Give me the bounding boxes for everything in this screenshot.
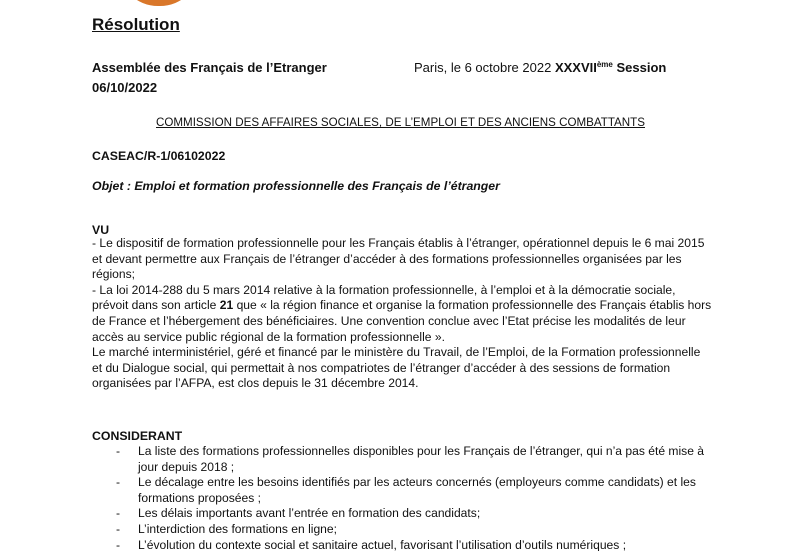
place-date-session — [414, 58, 666, 78]
vu-section — [92, 236, 712, 392]
session-sup: ème — [596, 60, 613, 69]
assembly-name: Assemblée des Français de l’Etranger — [92, 60, 327, 75]
dash-bullet-icon: - — [116, 444, 121, 458]
session-label — [555, 60, 666, 75]
considerant-list — [92, 444, 712, 551]
vu-paragraph-2-article: 21 — [219, 298, 234, 313]
considerant-heading: CONSIDERANT — [92, 429, 183, 443]
list-item — [92, 522, 712, 538]
resolution-reference: CASEAC/R-1/06102022 — [92, 149, 226, 163]
list-item — [92, 538, 712, 551]
list-item — [92, 475, 712, 506]
list-item — [92, 506, 712, 522]
considerant-item-text: La liste des formations professionnelles disponibles pour les Français de l’étranger, qui n’a pas été mise à jour depuis 2018 ; — [138, 444, 705, 474]
vu-paragraph-3: Le marché interministériel, géré et financé par le ministère du Travail, de l’Emploi, de la Formation professionnelle et du Dialogue social, qui permettait à nos compatriotes de l’étranger d’accéder à des sessions de formation organisées par l’AFPA, est clos depuis le 31 décembre 2014. — [92, 345, 701, 391]
dash-bullet-icon: - — [116, 475, 121, 490]
place-date: Paris, le 6 octobre 2022 — [414, 60, 552, 75]
vu-paragraph-2 — [92, 283, 712, 345]
logo-emblem — [118, 0, 200, 6]
vu-heading: VU — [92, 223, 110, 237]
commission-heading: COMMISSION DES AFFAIRES SOCIALES, DE L’EMPLOI ET DES ANCIENS COMBATTANTS — [156, 116, 645, 129]
assembly-date: 06/10/2022 — [92, 80, 158, 95]
considerant-item-text: Le décalage entre les besoins identifiés par les acteurs concernés (employeurs comme candidats) et les formations proposées ; — [138, 475, 696, 505]
resolution-object: Objet : Emploi et formation professionnelle des Français de l’étranger — [92, 179, 500, 193]
vu-paragraph-1: - Le dispositif de formation professionnelle pour les Français établis à l’étranger, opérationnel depuis le 6 mai 2015 et devant permettre aux Français de l’étranger d’accéder à des formations professionnelles organisées par les régions; — [92, 236, 705, 282]
session-word: Session — [616, 60, 667, 75]
vu-paragraph-2-end: que « la région finance et organise la formation professionnelle des Français établis hors de France et l’hébergement des bénéficiaires. Une convention conclue avec l’Etat précise les modalités de leur accès au service public régional de la formation professionnelle ». — [92, 298, 712, 344]
page-title: Résolution — [92, 15, 180, 34]
considerant-item-text: Les délais importants avant l’entrée en formation des candidats; — [138, 506, 481, 521]
dash-bullet-icon: - — [116, 537, 121, 551]
session-roman: XXXVII — [554, 60, 597, 75]
considerant-item-text: L’évolution du contexte social et sanitaire actuel, favorisant l’utilisation d’outils numériques ; — [138, 537, 627, 551]
assembly-block — [92, 58, 327, 98]
vu-paragraph-2-start: - La loi 2014-288 du 5 mars 2014 relative à la formation professionnelle, à l’emploi et à la démocratie sociale, prévoit dans son article — [92, 282, 676, 313]
dash-bullet-icon: - — [116, 521, 121, 536]
dash-bullet-icon: - — [116, 506, 121, 521]
considerant-item-text: L’interdiction des formations en ligne; — [138, 521, 337, 536]
list-item — [92, 444, 712, 475]
